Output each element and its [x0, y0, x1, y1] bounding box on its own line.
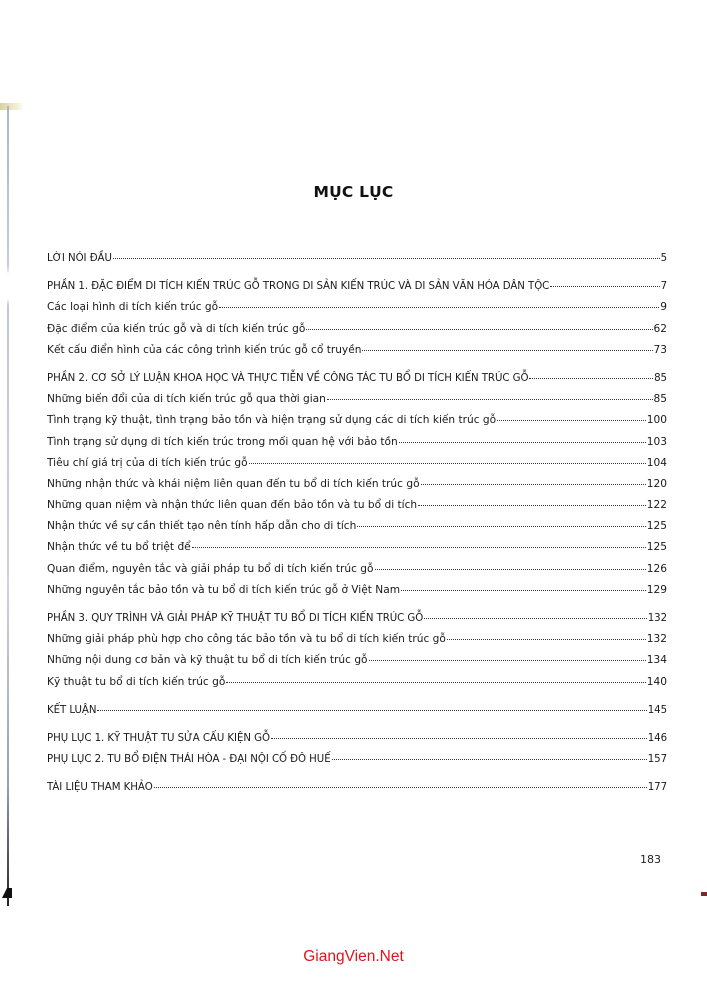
watermark-text: GiangVien.Net [303, 948, 404, 965]
toc-entry-label: Tình trạng sử dụng di tích kiến trúc trong mối quan hệ với bảo tồn [47, 435, 398, 448]
toc-entry[interactable] [47, 474, 667, 495]
toc-entry-page: 157 [647, 754, 667, 766]
dot-leader [219, 307, 659, 308]
dot-leader [327, 399, 653, 400]
toc-entry[interactable] [47, 580, 667, 601]
dot-leader [362, 350, 652, 351]
toc-entry-page: 125 [646, 541, 667, 554]
toc-entry-label: PHẦN 1. ĐẶC ĐIỂM DI TÍCH KIẾN TRÚC GỖ TRONG DI SẢN KIẾN TRÚC VÀ DI SẢN VĂN HÓA DÂN TỘC [47, 281, 550, 293]
toc-entry-label: Những nguyên tắc bảo tồn và tu bổ di tích kiến trúc gỗ ở Việt Nam [47, 583, 401, 596]
toc-entry-references[interactable] [47, 777, 667, 798]
toc-entry-page: 85 [653, 393, 667, 406]
toc-entry[interactable] [47, 432, 667, 453]
toc-entry-page: 132 [647, 613, 667, 624]
toc-entry-label: PHỤ LỤC 1. KỸ THUẬT TU SỬA CẤU KIỆN GỖ [47, 732, 270, 744]
toc-entry[interactable] [47, 410, 667, 431]
toc-entry-label: PHẦN 2. CƠ SỞ LÝ LUẬN KHOA HỌC VÀ THỰC TIỄN VỀ CÔNG TÁC TU BỔ DI TÍCH KIẾN TRÚC GỖ [47, 372, 529, 384]
toc-entry-label: TÀI LIỆU THAM KHẢO [47, 782, 153, 794]
dot-leader [113, 258, 660, 259]
toc-entry-appendix-2[interactable] [47, 749, 667, 770]
dot-leader [357, 526, 645, 527]
toc-entry-label: Những biến đổi của di tích kiến trúc gỗ qua thời gian [47, 393, 326, 406]
dot-leader [447, 639, 646, 640]
toc-entry-page: 5 [660, 253, 667, 264]
dot-leader [332, 759, 647, 760]
toc-entry-page: 100 [646, 414, 667, 427]
toc-entry-label: Các loại hình di tích kiến trúc gỗ [47, 301, 219, 314]
toc-entry-label: Tình trạng kỹ thuật, tình trạng bảo tồn và hiện trạng sử dụng các di tích kiến trúc gỗ [47, 414, 497, 427]
dot-leader [154, 787, 647, 788]
toc-entry-page: 73 [653, 343, 667, 356]
toc-entry-page: 7 [660, 281, 667, 293]
toc-entry-page: 122 [646, 499, 667, 512]
toc-entry-conclusion[interactable] [47, 700, 667, 721]
toc-entry-label: Kỹ thuật tu bổ di tích kiến trúc gỗ [47, 675, 226, 688]
page-number: 183 [640, 853, 661, 866]
dot-leader [306, 329, 652, 330]
page-title: MỤC LỤC [313, 183, 394, 201]
toc-entry-label: Nhận thức về tu bổ triệt để [47, 541, 191, 554]
toc-entry[interactable] [47, 650, 667, 671]
toc-entry-page: 120 [646, 477, 667, 490]
dot-leader [97, 710, 646, 711]
table-of-contents [47, 248, 667, 799]
toc-entry-page: 104 [646, 456, 667, 469]
dot-leader [375, 569, 646, 570]
dot-leader [421, 484, 646, 485]
toc-entry-page: 103 [646, 435, 667, 448]
toc-entry-preface[interactable] [47, 248, 667, 269]
toc-entry[interactable] [47, 559, 667, 580]
toc-entry-label: Nhận thức về sự cần thiết tạo nên tính hấp dẫn cho di tích [47, 520, 357, 533]
dot-leader [401, 590, 646, 591]
toc-entry-label: Đặc điểm của kiến trúc gỗ và di tích kiến trúc gỗ [47, 322, 306, 335]
toc-entry-page: 140 [646, 675, 667, 688]
toc-entry-label: Những giải pháp phù hợp cho công tác bảo tồn và tu bổ di tích kiến trúc gỗ [47, 633, 446, 646]
toc-entry-label: Những nhận thức và khái niệm liên quan đến tu bổ di tích kiến trúc gỗ [47, 477, 420, 490]
page-edge-shadow [7, 106, 9, 906]
dot-leader [192, 547, 646, 548]
toc-part-3-heading[interactable] [47, 608, 667, 629]
toc-entry-label: KẾT LUẬN [47, 704, 97, 716]
toc-entry[interactable] [47, 516, 667, 537]
dot-leader [424, 618, 646, 619]
dot-leader [369, 660, 646, 661]
toc-entry-appendix-1[interactable] [47, 728, 667, 749]
toc-entry-page: 125 [646, 520, 667, 533]
toc-entry-label: Quan điểm, nguyên tắc và giải pháp tu bổ di tích kiến trúc gỗ [47, 562, 374, 575]
dot-leader [550, 286, 659, 287]
toc-entry-page: 62 [653, 322, 667, 335]
toc-entry[interactable] [47, 629, 667, 650]
toc-part-1-heading[interactable] [47, 276, 667, 297]
toc-entry-page: 177 [647, 782, 667, 794]
toc-entry-page: 134 [646, 654, 667, 667]
dot-leader [226, 682, 645, 683]
toc-entry-label: PHỤ LỤC 2. TU BỔ ĐIỆN THÁI HÒA - ĐẠI NỘI CỐ ĐÔ HUẾ [47, 754, 331, 766]
toc-part-2-heading[interactable] [47, 368, 667, 389]
dot-leader [418, 505, 646, 506]
toc-entry-label: LỜI NÓI ĐẦU [47, 253, 112, 264]
page-edge-corner-bottom [2, 888, 12, 898]
toc-entry-page: 146 [647, 732, 667, 744]
toc-entry[interactable] [47, 672, 667, 693]
dot-leader [399, 442, 646, 443]
page-edge-mark [701, 892, 707, 896]
toc-entry-page: 129 [646, 583, 667, 596]
toc-entry-page: 126 [646, 562, 667, 575]
dot-leader [271, 738, 647, 739]
dot-leader [249, 463, 646, 464]
toc-entry-page: 145 [647, 704, 667, 716]
toc-entry-page: 85 [654, 372, 667, 384]
dot-leader [497, 420, 646, 421]
toc-entry-page: 132 [646, 633, 667, 646]
toc-entry-label: PHẦN 3. QUY TRÌNH VÀ GIẢI PHÁP KỸ THUẬT TU BỔ DI TÍCH KIẾN TRÚC GỖ [47, 613, 424, 624]
toc-entry-label: Những nội dung cơ bản và kỹ thuật tu bổ di tích kiến trúc gỗ [47, 654, 368, 667]
toc-entry-label: Kết cấu điển hình của các công trình kiến trúc gỗ cổ truyền [47, 343, 362, 356]
page-edge-corner-top [0, 103, 24, 110]
toc-entry[interactable] [47, 495, 667, 516]
toc-entry[interactable] [47, 453, 667, 474]
dot-leader [529, 378, 653, 379]
toc-entry[interactable] [47, 319, 667, 340]
toc-entry-label: Tiêu chí giá trị của di tích kiến trúc gỗ [47, 456, 248, 469]
toc-entry-label: Những quan niệm và nhận thức liên quan đến bảo tồn và tu bổ di tích [47, 499, 418, 512]
toc-entry[interactable] [47, 389, 667, 410]
toc-entry[interactable] [47, 297, 667, 318]
toc-entry[interactable] [47, 537, 667, 558]
toc-entry-page: 9 [660, 301, 667, 314]
toc-entry[interactable] [47, 340, 667, 361]
